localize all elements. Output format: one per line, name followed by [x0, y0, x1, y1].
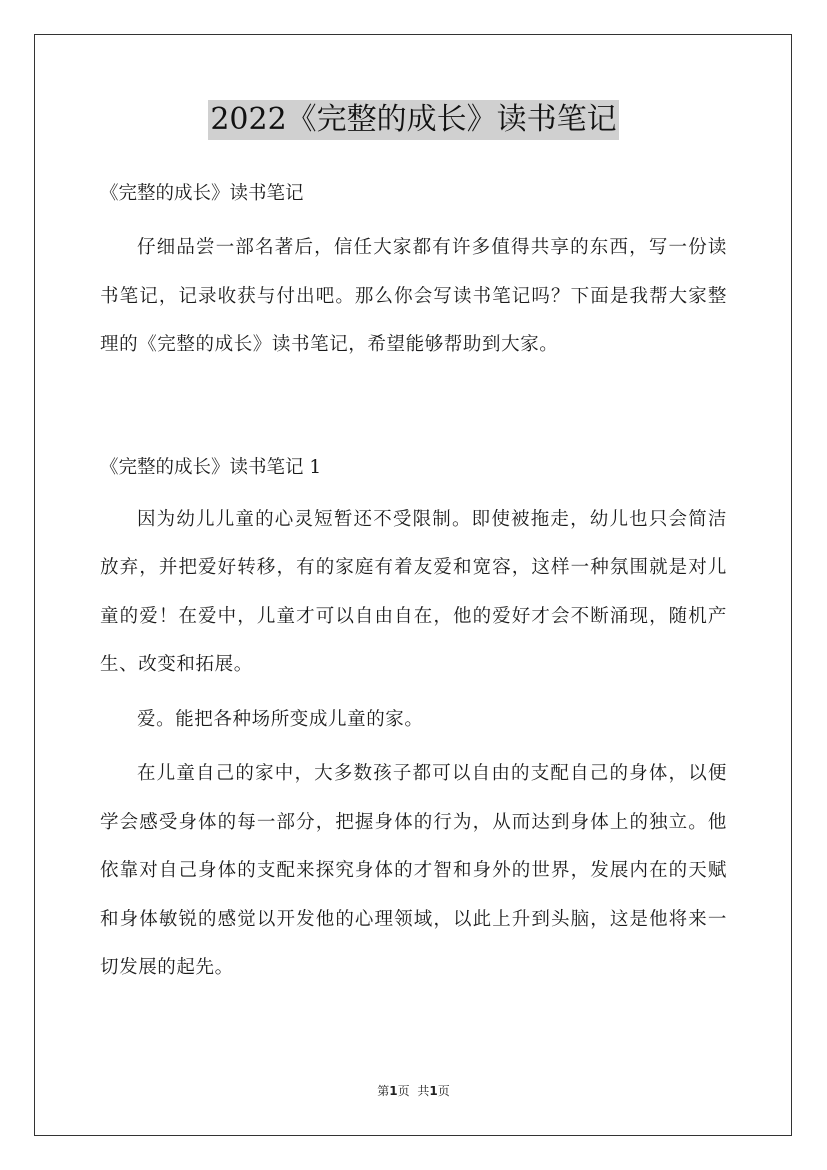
document-subtitle: 《完整的成长》读书笔记 — [100, 183, 304, 204]
footer-total-pages: 1 — [429, 1084, 438, 1098]
body-paragraph: 因为幼儿儿童的心灵短暂还不受限制。即使被拖走，幼儿也只会简洁放弃，并把爱好转移，有的家庭有着友爱和宽容，这样一种氛围就是对儿童的爱！在爱中，儿童才可以自由自在，他的爱好才会不断涌现，随机产生、改变和拓展。 — [100, 508, 727, 675]
footer-total-prefix: 共 — [417, 1084, 430, 1098]
body-paragraph: 在儿童自己的家中，大多数孩子都可以自由的支配自己的身体，以便学会感受身体的每一部分，把握身体的行为，从而达到身体上的独立。他依靠对自己身体的支配来探究身体的才智和身外的世界，发展内在的天赋和身体敏锐的感觉以开发他的心理领域，以此上升到头脑，这是他将来一切发展的起先。 — [100, 763, 727, 978]
title-block — [0, 100, 827, 140]
footer-total-suffix: 页 — [437, 1084, 450, 1098]
document-title: 2022《完整的成长》读书笔记 — [208, 100, 618, 140]
document-body — [100, 170, 727, 993]
section-gap — [100, 370, 727, 444]
footer-page-number: 1 — [389, 1084, 398, 1098]
body-paragraph: 爱。能把各种场所变成儿童的家。 — [137, 708, 424, 730]
intro-paragraph: 仔细品尝一部名著后，信任大家都有许多值得共享的东西，写一份读书笔记，记录收获与付出吧。那么你会写读书笔记吗？下面是我帮大家整理的《完整的成长》读书笔记，希望能够帮助到大家。 — [100, 237, 727, 355]
footer-page-suffix: 页 — [397, 1084, 410, 1098]
page-footer — [0, 1082, 827, 1099]
footer-page-prefix: 第 — [377, 1084, 390, 1098]
section-heading: 《完整的成长》读书笔记 1 — [100, 456, 322, 478]
